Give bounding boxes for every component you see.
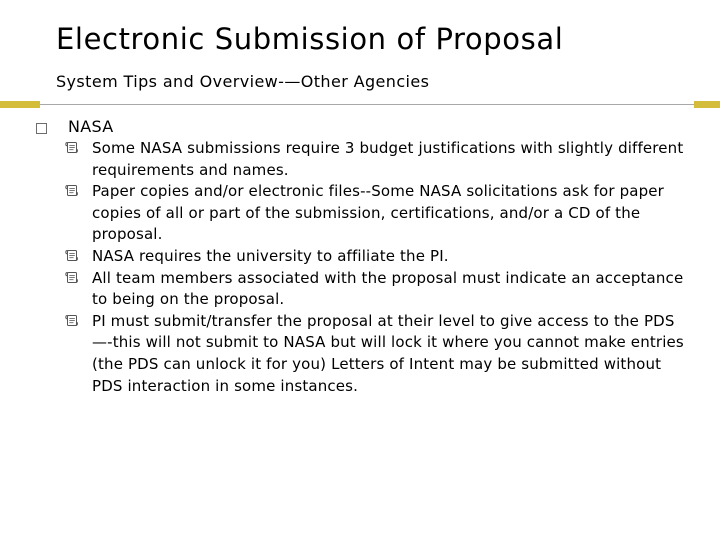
nasa-sub-bullets bbox=[65, 138, 685, 397]
slide-subtitle: System Tips and Overview-—Other Agencies bbox=[56, 72, 430, 91]
sub-bullet-item bbox=[65, 311, 685, 397]
accent-bar-right bbox=[694, 101, 720, 108]
sub-bullet-text: PI must submit/transfer the proposal at their level to give access to the PDS —-this will not submit to NASA but will lock it where you cannot make entries (the PDS can unlock it for you) Letters of Intent may be submitted without PDS interaction in some instances. bbox=[92, 311, 684, 395]
scroll-icon bbox=[65, 249, 78, 262]
scroll-icon bbox=[65, 141, 78, 154]
sub-bullet-text: All team members associated with the proposal must indicate an acceptance to being on the proposal. bbox=[92, 268, 684, 309]
bullet-nasa bbox=[36, 116, 684, 138]
sub-bullet-text: NASA requires the university to affiliate the PI. bbox=[92, 246, 449, 265]
slide-body bbox=[36, 116, 684, 397]
title-divider bbox=[40, 104, 694, 105]
scroll-icon bbox=[65, 314, 78, 327]
scroll-icon bbox=[65, 184, 78, 197]
slide-title: Electronic Submission of Proposal bbox=[56, 22, 564, 56]
accent-bar-left bbox=[0, 101, 40, 108]
sub-bullet-text: Paper copies and/or electronic files--Some NASA solicitations ask for paper copies of all or part of the submission, certifications, and/or a CD of the proposal. bbox=[92, 182, 664, 244]
square-outline-icon bbox=[36, 123, 47, 134]
sub-bullet-item bbox=[65, 181, 685, 246]
sub-bullet-item bbox=[65, 268, 685, 311]
sub-bullet-text: Some NASA submissions require 3 budget justifications with slightly different requirements and names. bbox=[92, 139, 684, 179]
bullet-nasa-label: NASA bbox=[68, 117, 114, 136]
sub-bullet-item bbox=[65, 138, 685, 181]
scroll-icon bbox=[65, 271, 78, 284]
sub-bullet-item bbox=[65, 246, 685, 268]
